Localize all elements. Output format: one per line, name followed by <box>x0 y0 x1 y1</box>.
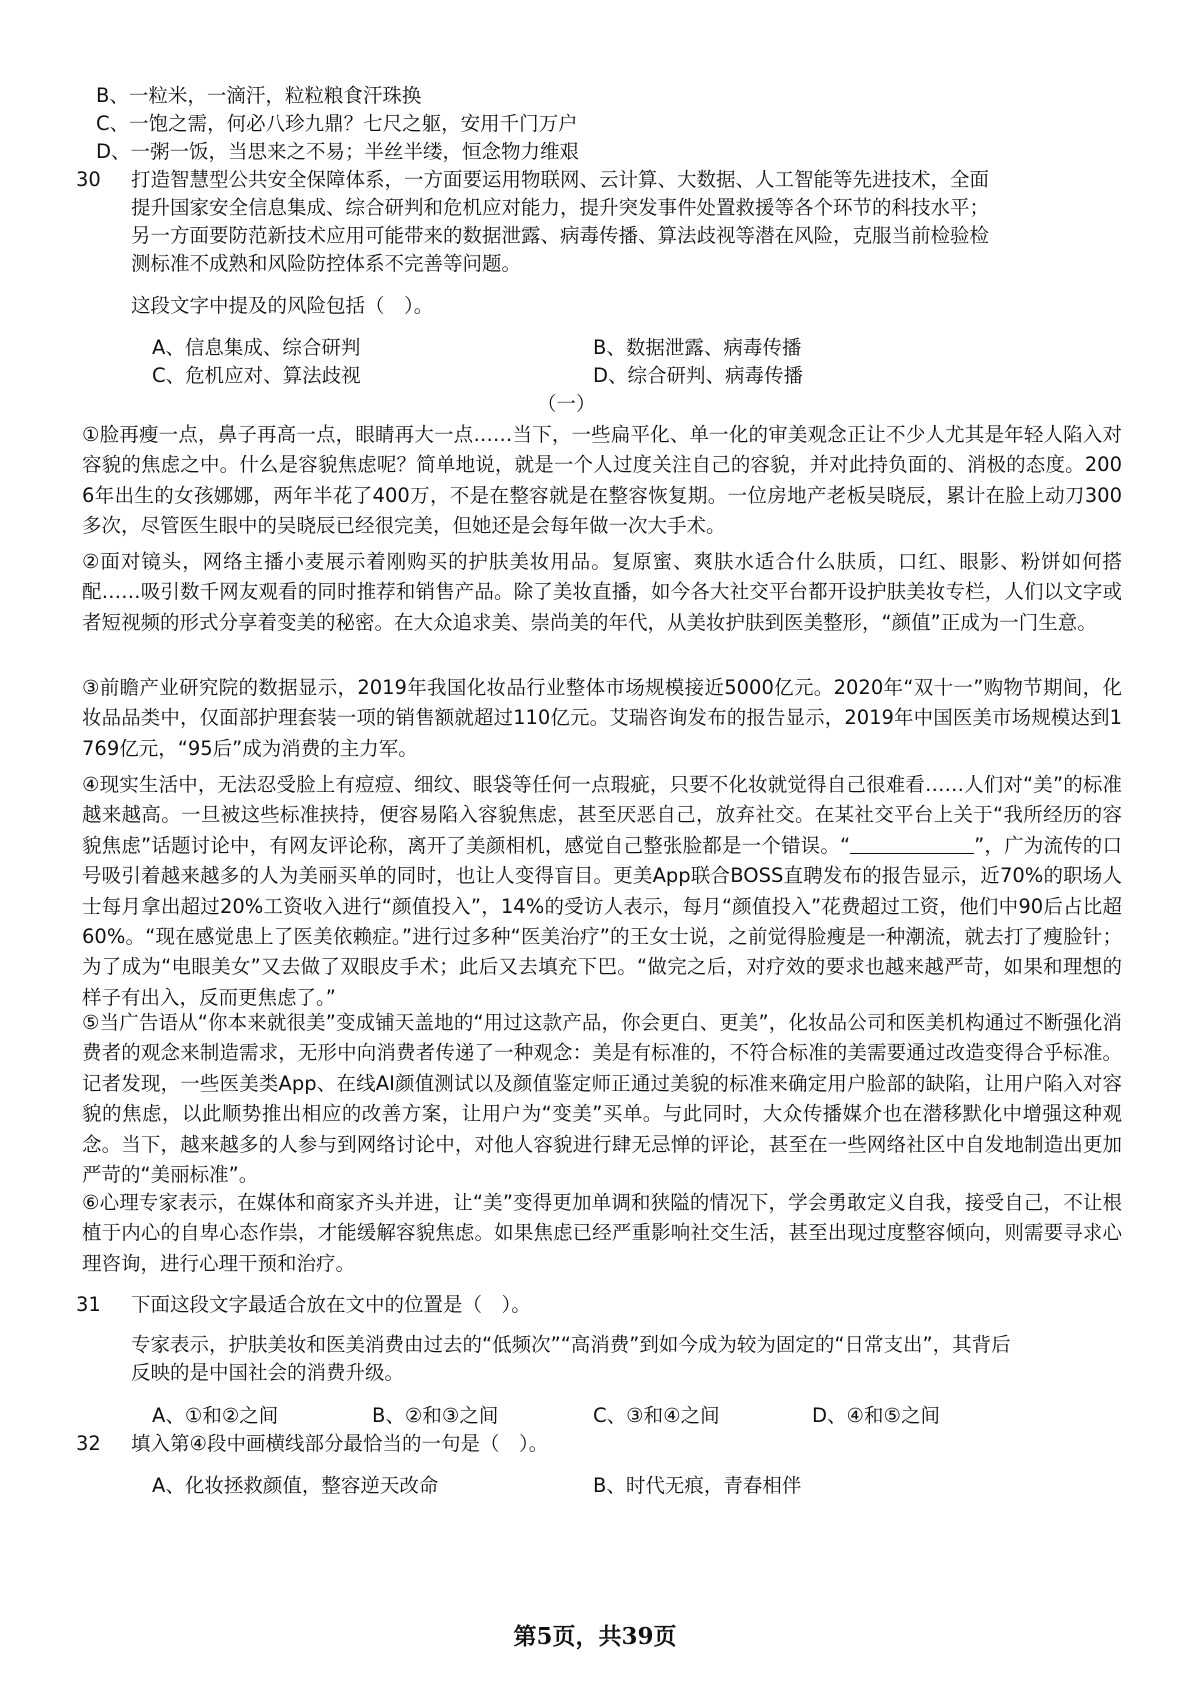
q30-stem-line: 提升国家安全信息集成、综合研判和危机应对能力，提升突发事件处置救援等各个环节的科技水平； <box>131 196 990 219</box>
q31-quote-line: 专家表示，护肤美妆和医美消费由过去的“低频次”“高消费”到如今成为较为固定的“日常支出”，其背后 <box>131 1333 1011 1356</box>
q31-question: 下面这段文字最适合放在文中的位置是（ ）。 <box>131 1293 531 1316</box>
question-number: 30 <box>76 168 101 191</box>
paragraph-4-text: ④现实生活中，无法忍受脸上有痘痘、细纹、眼袋等任何一点瑕疵，只要不化妆就觉得自己很难看……人们对“美”的标准越来越高。一旦被这些标准挟持，便容易陷入容貌焦虑，甚至厌恶自己，放弃社交。在某社交平台上关于“我所经历的容貌焦虑”话题讨论中，有网友评论称，离开了美颜相机，感觉自己整张脸都是一个错误。 <box>82 773 1122 857</box>
q31-option-b: B、②和③之间 <box>372 1404 499 1427</box>
question-number: 31 <box>76 1293 101 1316</box>
passage-paragraph-3: ③前瞻产业研究院的数据显示，2019年我国化妆品行业整体市场规模接近5000亿元。2020年“双十一”购物节期间，化妆品品类中，仅面部护理套装一项的销售额就超过110亿元。艾瑞咨询发布的报告显示，2019年中国医美市场规模达到1769亿元，“95后”成为消费的主力军。 <box>82 676 1122 760</box>
q32-option-b: B、时代无痕，青春相伴 <box>593 1474 802 1497</box>
passage-paragraph-4 <box>82 770 1122 1013</box>
passage-paragraph-1: ①脸再瘦一点，鼻子再高一点，眼睛再大一点……当下，一些扁平化、单一化的审美观念正让不少人尤其是年轻人陷入对容貌的焦虑之中。什么是容貌焦虑呢？简单地说，就是一个人过度关注自己的容貌，并对此持负面的、消极的态度。2006年出生的女孩娜娜，两年半花了400万，不是在整容就是在整容恢复期。一位房地产老板吴晓辰，累计在脸上动刀300多次，尽管医生眼中的吴晓辰已经很完美，但她还是会每年做一次大手术。 <box>82 423 1122 538</box>
passage-heading: （一） <box>537 392 596 415</box>
q29-option-d: D、一粥一饭，当思来之不易；半丝半缕，恒念物力维艰 <box>96 140 580 163</box>
q32-question: 填入第④段中画横线部分最恰当的一句是（ ）。 <box>131 1432 549 1455</box>
q30-option-a: A、信息集成、综合研判 <box>152 336 361 359</box>
q30-option-c: C、危机应对、算法歧视 <box>152 364 361 387</box>
q31-option-a: A、①和②之间 <box>152 1404 279 1427</box>
page-footer: 第5页，共39页 <box>513 1623 677 1650</box>
q31-option-c: C、③和④之间 <box>593 1404 720 1427</box>
paragraph-4-text-continued: ”，广为流传的口号吸引着越来越多的人为美丽买单的同时，也让人变得盲目。更美App联合BOSS直聘发布的报告显示，近70%的职场人士每月拿出超过20%工资收入进行“颜值投入”，14%的受访人表示，每月“颜值投入”花费超过工资，他们中90后占比超60%。“现在感觉患上了医美依赖症。”进行过多种“医美治疗”的王女士说，之前觉得脸瘦是一种潮流，就去打了瘦脸针；为了成为“电眼美女”又去做了双眼皮手术；此后又去填充下巴。“做完之后，对疗效的要求也越来越严苛，如果和理想的样子有出入，反而更焦虑了。” <box>82 833 1122 1009</box>
q30-option-b: B、数据泄露、病毒传播 <box>593 336 802 359</box>
q32-option-a: A、化妆拯救颜值，整容逆天改命 <box>152 1474 439 1497</box>
q30-stem-line: 另一方面要防范新技术应用可能带来的数据泄露、病毒传播、算法歧视等潜在风险，克服当前检验检 <box>131 224 990 247</box>
passage-paragraph-6: ⑥心理专家表示，在媒体和商家齐头并进，让“美”变得更加单调和狭隘的情况下，学会勇敢定义自我，接受自己，不让根植于内心的自卑心态作祟，才能缓解容貌焦虑。如果焦虑已经严重影响社交生活，甚至出现过度整容倾向，则需要寻求心理咨询，进行心理干预和治疗。 <box>82 1191 1122 1275</box>
passage-paragraph-5: ⑤当广告语从“你本来就很美”变成铺天盖地的“用过这款产品，你会更白、更美”，化妆品公司和医美机构通过不断强化消费者的观念来制造需求，无形中向消费者传递了一种观念：美是有标准的，不符合标准的美需要通过改造变得合乎标准。记者发现，一些医美类App、在线AI颜值测试以及颜值鉴定师正通过美貌的标准来确定用户脸部的缺陷，让用户陷入对容貌的焦虑，以此顺势推出相应的改善方案，让用户为“变美”买单。与此同时，大众传播媒介也在潜移默化中增强这种观念。当下，越来越多的人参与到网络讨论中，对他人容貌进行肆无忌惮的评论，甚至在一些网络社区中自发地制造出更加严苛的“美丽标准”。 <box>82 1011 1122 1187</box>
q31-quote-line: 反映的是中国社会的消费升级。 <box>131 1361 405 1384</box>
passage-paragraph-2: ②面对镜头，网络主播小麦展示着刚购买的护肤美妆用品。复原蜜、爽肤水适合什么肤质，口红、眼影、粉饼如何搭配……吸引数千网友观看的同时推荐和销售产品。除了美妆直播，如今各大社交平台都开设护肤美妆专栏，人们以文字或者短视频的形式分享着变美的秘密。在大众追求美、崇尚美的年代，从美妆护肤到医美整形，“颜值”正成为一门生意。 <box>82 550 1122 634</box>
fill-in-blank <box>850 835 974 854</box>
q30-stem-line: 测标准不成熟和风险防控体系不完善等问题。 <box>131 252 522 275</box>
q30-option-d: D、综合研判、病毒传播 <box>593 364 804 387</box>
question-number: 32 <box>76 1432 101 1455</box>
q29-option-c: C、一饱之需，何必八珍九鼎？七尺之躯，安用千门万户 <box>96 112 578 135</box>
q30-question: 这段文字中提及的风险包括（ ）。 <box>131 294 434 317</box>
q29-option-b: B、一粒米，一滴汗，粒粒粮食汗珠换 <box>96 84 422 107</box>
q30-stem-line: 打造智慧型公共安全保障体系，一方面要运用物联网、云计算、大数据、人工智能等先进技术，全面 <box>131 168 990 191</box>
q31-option-d: D、④和⑤之间 <box>812 1404 940 1427</box>
open-quote: “ <box>840 833 851 857</box>
